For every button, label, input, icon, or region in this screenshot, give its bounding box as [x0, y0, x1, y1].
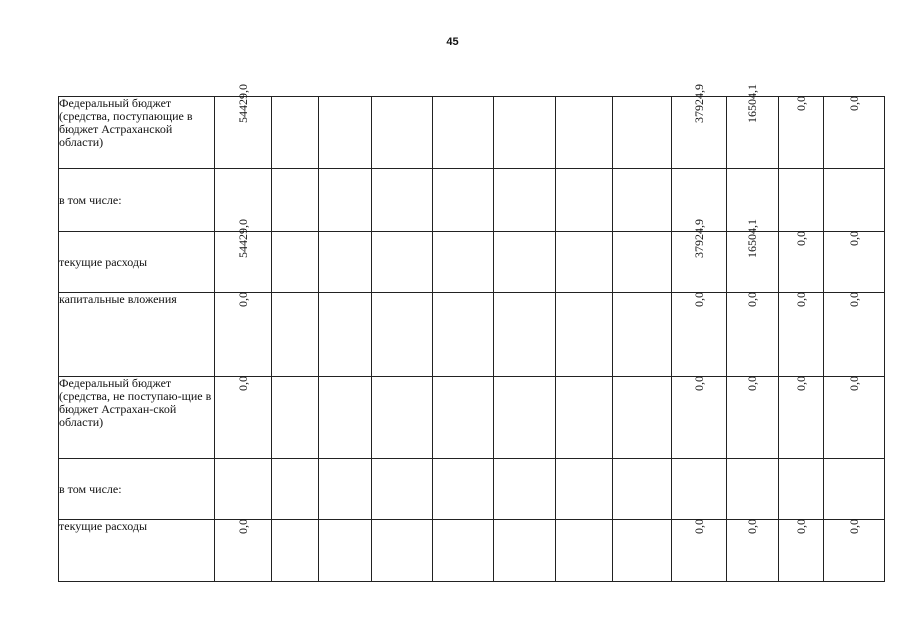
table-cell: [215, 520, 272, 582]
table-cell: [779, 232, 824, 293]
cell-value: 0,0: [846, 519, 861, 534]
table-cell: [319, 232, 372, 293]
table-row: [59, 293, 885, 377]
row-label: в том числе:: [59, 169, 215, 232]
table-cell: [494, 293, 556, 377]
table-cell: [672, 520, 727, 582]
table-cell: [672, 219, 727, 293]
cell-value: 0,0: [745, 376, 759, 391]
table-cell: [727, 219, 779, 293]
row-label: Федеральный бюджет (средства, поступающие в бюджет Астраханской области): [59, 97, 215, 169]
table-cell: [433, 293, 494, 377]
cell-value: 0,0: [846, 292, 861, 307]
table-cell: [727, 459, 779, 520]
table-cell: [779, 293, 824, 377]
table-cell: [556, 377, 613, 459]
cell-value: 0,0: [846, 96, 861, 111]
cell-value: 0,0: [691, 519, 706, 534]
table-cell: [779, 377, 824, 459]
table-cell: [215, 219, 272, 293]
table-cell: [494, 169, 556, 232]
table-cell: [613, 377, 672, 459]
budget-table: [58, 84, 885, 582]
cell-value: 0,0: [846, 231, 861, 246]
table-cell: [319, 459, 372, 520]
cell-value: 0,0: [793, 292, 808, 307]
cell-value: 0,0: [691, 376, 706, 391]
cell-value: 37924,9: [691, 84, 706, 123]
row-label: в том числе:: [59, 459, 215, 520]
table-cell: [824, 377, 885, 459]
table-cell: [556, 459, 613, 520]
cell-value: 0,0: [235, 292, 250, 307]
table-cell: [779, 97, 824, 169]
table-cell: [556, 293, 613, 377]
row-label: текущие расходы: [59, 520, 215, 582]
table-cell: [215, 377, 272, 459]
table-row: [59, 232, 885, 293]
table-cell: [824, 293, 885, 377]
table-cell: [824, 459, 885, 520]
table-row: [59, 169, 885, 232]
cell-value: 0,0: [745, 292, 759, 307]
table-cell: [272, 232, 319, 293]
table-cell: [372, 232, 433, 293]
table-cell: [215, 84, 272, 169]
table-cell: [433, 520, 494, 582]
table-cell: [824, 97, 885, 169]
table-cell: [727, 84, 779, 169]
table-row: [59, 459, 885, 520]
table-cell: [727, 377, 779, 459]
table-cell: [215, 293, 272, 377]
table-cell: [319, 169, 372, 232]
table-cell: [727, 293, 779, 377]
table-cell: [372, 97, 433, 169]
table-cell: [556, 169, 613, 232]
table-cell: [372, 293, 433, 377]
table-cell: [779, 520, 824, 582]
table-cell: [613, 232, 672, 293]
row-label: Федеральный бюджет (средства, не поступаю-щие в бюджет Астрахан-ской области): [59, 377, 215, 459]
table-cell: [494, 377, 556, 459]
table-cell: [613, 293, 672, 377]
cell-value: 0,0: [235, 519, 250, 534]
cell-value: 16504,1: [745, 219, 759, 258]
table-cell: [824, 169, 885, 232]
row-label: капитальные вложения: [59, 293, 215, 377]
table-row: [59, 97, 885, 169]
table-cell: [824, 520, 885, 582]
table-cell: [433, 169, 494, 232]
table-cell: [556, 232, 613, 293]
table-cell: [494, 97, 556, 169]
table-row: [59, 520, 885, 582]
table-cell: [727, 520, 779, 582]
table-cell: [672, 459, 727, 520]
cell-value: 0,0: [793, 231, 808, 246]
table-cell: [272, 169, 319, 232]
cell-value: 0,0: [793, 519, 808, 534]
table-cell: [272, 520, 319, 582]
table-cell: [215, 459, 272, 520]
table-cell: [556, 97, 613, 169]
row-label: текущие расходы: [59, 232, 215, 293]
table-cell: [319, 377, 372, 459]
cell-value: 0,0: [745, 519, 759, 534]
table-cell: [272, 97, 319, 169]
table-cell: [372, 459, 433, 520]
table-cell: [372, 169, 433, 232]
table-cell: [272, 293, 319, 377]
page-number: 45: [446, 36, 459, 48]
table-cell: [433, 459, 494, 520]
cell-value: 0,0: [793, 96, 808, 111]
table-cell: [779, 169, 824, 232]
table-cell: [494, 232, 556, 293]
cell-value: 0,0: [793, 376, 808, 391]
table-cell: [372, 520, 433, 582]
table-cell: [613, 169, 672, 232]
table-cell: [433, 97, 494, 169]
cell-value: 16504,1: [745, 84, 759, 123]
cell-value: 0,0: [691, 292, 706, 307]
table-cell: [779, 459, 824, 520]
table-cell: [613, 97, 672, 169]
table-cell: [272, 459, 319, 520]
table-cell: [613, 520, 672, 582]
table-cell: [613, 459, 672, 520]
table-cell: [319, 520, 372, 582]
table-cell: [494, 459, 556, 520]
table-row: [59, 377, 885, 459]
table-cell: [494, 520, 556, 582]
cell-value: 54429,0: [235, 219, 250, 258]
table-cell: [672, 293, 727, 377]
table-cell: [672, 84, 727, 169]
table-cell: [319, 293, 372, 377]
table-cell: [319, 97, 372, 169]
table-cell: [672, 377, 727, 459]
table-cell: [556, 520, 613, 582]
table-cell: [433, 232, 494, 293]
cell-value: 37924,9: [691, 219, 706, 258]
table-cell: [824, 232, 885, 293]
table-cell: [372, 377, 433, 459]
cell-value: 0,0: [235, 376, 250, 391]
cell-value: 0,0: [846, 376, 861, 391]
table-cell: [433, 377, 494, 459]
cell-value: 54429,0: [235, 84, 250, 123]
table-cell: [272, 377, 319, 459]
